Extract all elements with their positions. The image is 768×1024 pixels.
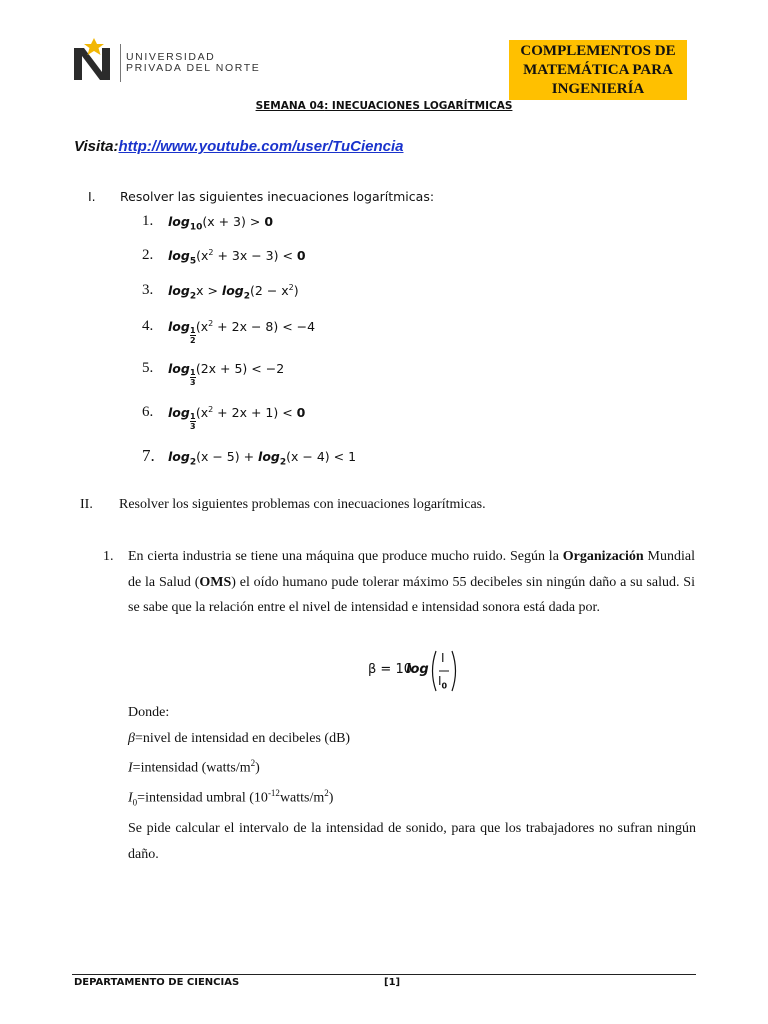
exercise-3-equation: $\log_2x > \log_2(2 - x^2)$ [168, 283, 299, 302]
intensity-symbol: I [128, 760, 133, 776]
section-2-heading [80, 497, 486, 513]
formula-den-subscript: 0 [441, 681, 448, 691]
footer-page-number: [1] [384, 977, 401, 988]
university-logo-icon [72, 38, 116, 82]
section-2-title: Resolver los siguientes problemas con inecuaciones logarítmicas. [119, 497, 486, 512]
formula-den-symbol: I [438, 674, 442, 688]
exercise-6-equation: log $\frac{1}{3}$ $(x^2 + 2x + 1) < 0$ [168, 405, 306, 432]
problem-1-org: Organización [562, 549, 644, 564]
footer-department: DEPARTAMENTO DE CIENCIAS [74, 977, 240, 988]
intensity-text: =intensidad (watts/m [132, 760, 251, 776]
section-2-numeral: II. [80, 497, 93, 512]
university-name [126, 52, 260, 74]
exercise-1-equation: $\log_{10}(x + 3) > 0$ [168, 214, 274, 233]
problem-1 [103, 544, 695, 621]
logo-divider [120, 44, 121, 82]
threshold-text: =intensidad umbral (10 [137, 790, 268, 806]
formula-lhs: β = 10 [368, 662, 412, 677]
problem-1-text [128, 544, 695, 621]
threshold-unit: watts/m [279, 790, 325, 806]
section-1-numeral: I. [88, 189, 96, 204]
problem-request: Se pide calcular el intervalo de la intensidad de sonido, para que los trabajadores no sufran ningún daño. [128, 821, 696, 862]
problem-1-number: 1. [103, 549, 114, 564]
threshold-definition [128, 781, 696, 816]
decibel-formula [368, 649, 468, 693]
beta-text: =nivel de intensidad en decibeles (dB) [134, 730, 351, 746]
exercise-7-equation: $\log_2(x - 5) + \log_2(x - 4) < 1$ [168, 449, 357, 468]
footer-divider [72, 974, 696, 975]
university-line-1: UNIVERSIDAD [126, 51, 216, 63]
week-label: SEMANA 04 [255, 100, 325, 112]
formula-numerator: I [441, 651, 445, 665]
exercise-2-number: 2. [142, 247, 154, 263]
problem-1-text-a: En cierta industria se tiene una máquina que produce mucho ruido. Según la [128, 549, 563, 564]
visit-line [74, 138, 404, 155]
beta-definition [128, 726, 696, 752]
formula-log: log [406, 662, 429, 677]
course-title-line-1: COMPLEMENTOS DE [520, 42, 676, 59]
section-1-heading [88, 189, 434, 204]
problem-1-oms: OMS [199, 574, 232, 590]
problem-1-text-c: ) el oído humano pude tolerar máximo 55 decibeles sin ningún daño a su salud. Si se sabe que la relación entre el nivel de intensidad e intensidad sonora está dada por. [128, 574, 695, 615]
intensity-definition [128, 751, 696, 781]
donde-label: Donde: [128, 705, 170, 720]
exercise-5-equation: log $\frac{1}{3}$ (2x + 5) < −2 [168, 361, 285, 387]
problem-1-text-b: Mundial de la Salud ( [128, 549, 695, 590]
exercise-5-number: 5. [142, 360, 154, 376]
threshold-subscript: 0 [132, 797, 138, 808]
threshold-symbol: I [128, 790, 133, 806]
intensity-end: ) [255, 760, 260, 776]
threshold-exponent: -12 [267, 788, 280, 799]
visit-label: Visita: [74, 138, 119, 155]
university-line-2: PRIVADA DEL NORTE [126, 62, 261, 74]
exercise-7-number: 7. [142, 446, 155, 465]
section-1-title: Resolver las siguientes inecuaciones logarítmicas: [120, 189, 435, 204]
course-title-line-2: MATEMÁTICA PARA [523, 61, 673, 78]
exercise-6-number: 6. [142, 404, 154, 420]
course-title-line-3: INGENIERÍA [551, 80, 645, 97]
definitions [128, 700, 696, 867]
exercise-4-number: 4. [142, 318, 154, 334]
week-title [0, 100, 768, 112]
threshold-end: ) [328, 790, 334, 806]
exercise-2-equation: $\log_5(x^2 + 3x - 3) < 0$ [168, 248, 306, 267]
youtube-link[interactable]: http://www.youtube.com/user/TuCiencia [118, 138, 404, 155]
week-topic: : INECUACIONES LOGARÍTMICAS [324, 100, 513, 112]
threshold-unit-sup: 2 [324, 788, 329, 799]
beta-symbol: β [128, 730, 135, 746]
intensity-sup: 2 [250, 758, 256, 768]
formula-denominator [438, 674, 447, 690]
course-title-box [509, 40, 687, 100]
exercise-4-equation: log $\frac{1}{2}$ $(x^2 + 2x - 8) < -4$ [168, 319, 316, 346]
exercise-1-number: 1. [142, 213, 154, 229]
exercise-3-number: 3. [142, 282, 154, 298]
